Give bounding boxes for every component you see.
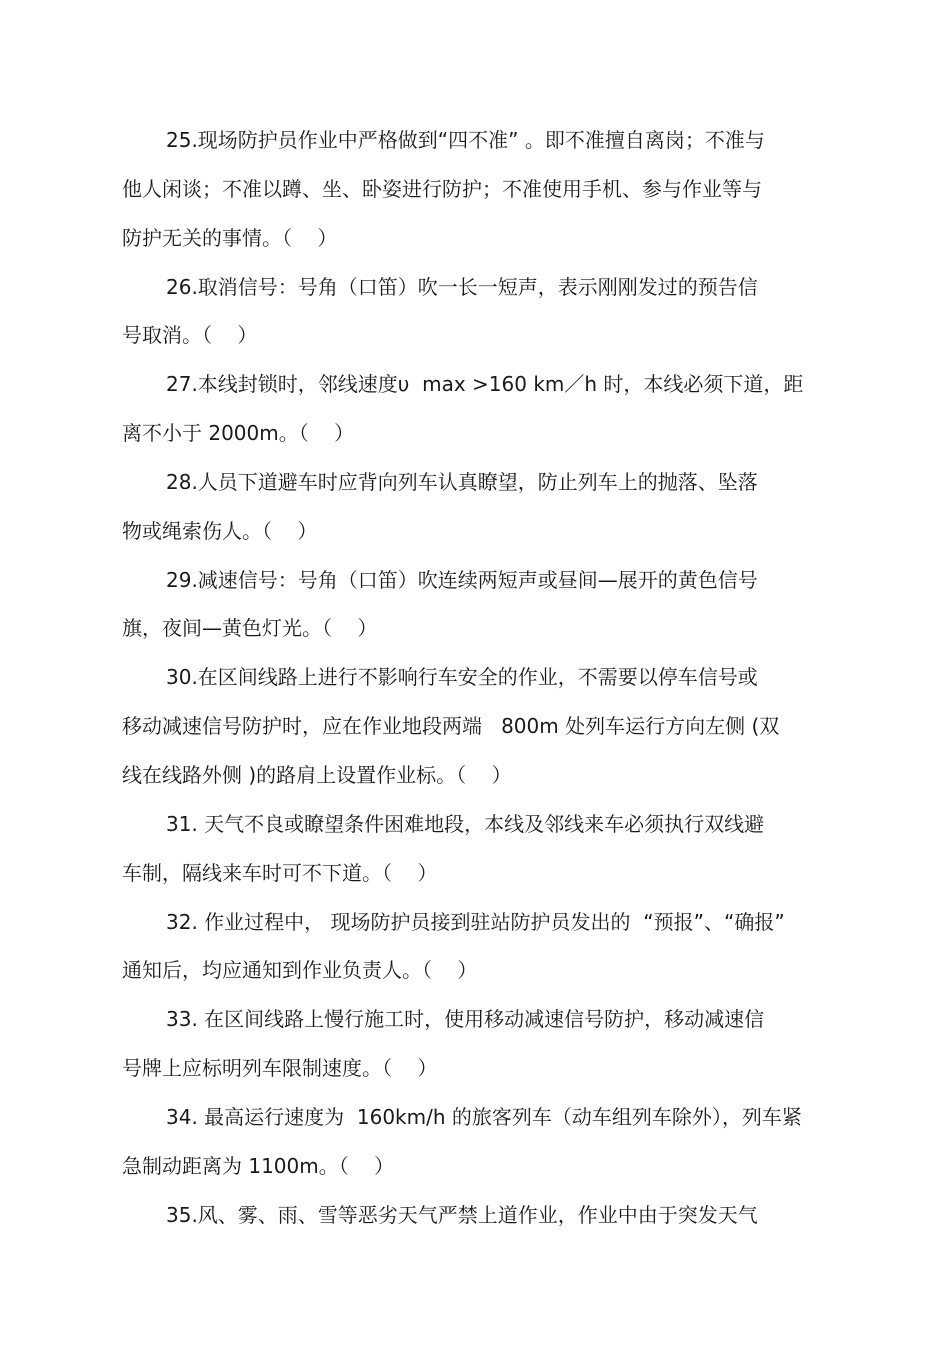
q25-line-1: 25.现场防护员作业中严格做到“四不准” 。即不准擅自离岗；不准与 bbox=[166, 128, 765, 152]
question-list bbox=[122, 120, 834, 1243]
q26-line-1: 26.取消信号：号角（口笛）吹一长一短声，表示刚刚发过的预告信 bbox=[166, 274, 758, 299]
q28-line-2: 物或绳索伤人。（ ） bbox=[122, 518, 318, 543]
q26-line-2: 号取消。（ ） bbox=[122, 323, 258, 348]
q29-line-1: 29.减速信号：号角（口笛）吹连续两短声或昼间—展开的黄色信号 bbox=[166, 567, 758, 592]
q31-line-1: 31. 天气不良或瞭望条件困难地段，本线及邻线来车必须执行双线避 bbox=[166, 811, 765, 836]
q28-line-1: 28.人员下道避车时应背向列车认真瞭望，防止列车上的抛落、坠落 bbox=[166, 469, 758, 494]
q33-line-2: 号牌上应标明列车限制速度。（ ） bbox=[122, 1056, 438, 1081]
q30-line-1: 30.在区间线路上进行不影响行车安全的作业，不需要以停车信号或 bbox=[166, 665, 758, 690]
q32-line-2: 通知后，均应通知到作业负责人。（ ） bbox=[122, 958, 478, 983]
q27-line-1: 27.本线封锁时，邻线速度υ max >160 km／h 时，本线必须下道，距 bbox=[166, 372, 804, 397]
q25-line-2: 他人闲谈；不准以蹲、坐、卧姿进行防护；不准使用手机、参与作业等与 bbox=[122, 176, 762, 201]
q33-line-1: 33. 在区间线路上慢行施工时，使用移动减速信号防护，移动减速信 bbox=[166, 1007, 765, 1032]
q30-line-3: 线在线路外侧 )的路肩上设置作业标。（ ） bbox=[122, 762, 512, 787]
q31-line-2: 车制，隔线来车时可不下道。（ ） bbox=[122, 860, 438, 885]
q27-line-2: 离不小于 2000m。（ ） bbox=[122, 421, 355, 446]
q34-line-2: 急制动距离为 1100m。（ ） bbox=[122, 1153, 395, 1178]
q35-line-1: 35.风、雾、雨、雪等恶劣天气严禁上道作业，作业中由于突发天气 bbox=[166, 1202, 758, 1227]
q25-line-3: 防护无关的事情。（ ） bbox=[122, 225, 338, 250]
q32-line-1: 32. 作业过程中， 现场防护员接到驻站防护员发出的 “预报”、“确报” bbox=[166, 909, 785, 934]
q34-line-1: 34. 最高运行速度为 160km/h 的旅客列车（动车组列车除外），列车紧 bbox=[166, 1104, 802, 1129]
q30-line-2: 移动减速信号防护时，应在作业地段两端 800m 处列车运行方向左侧 (双 bbox=[122, 714, 780, 739]
q29-line-2: 旗，夜间—黄色灯光。（ ） bbox=[122, 616, 378, 641]
